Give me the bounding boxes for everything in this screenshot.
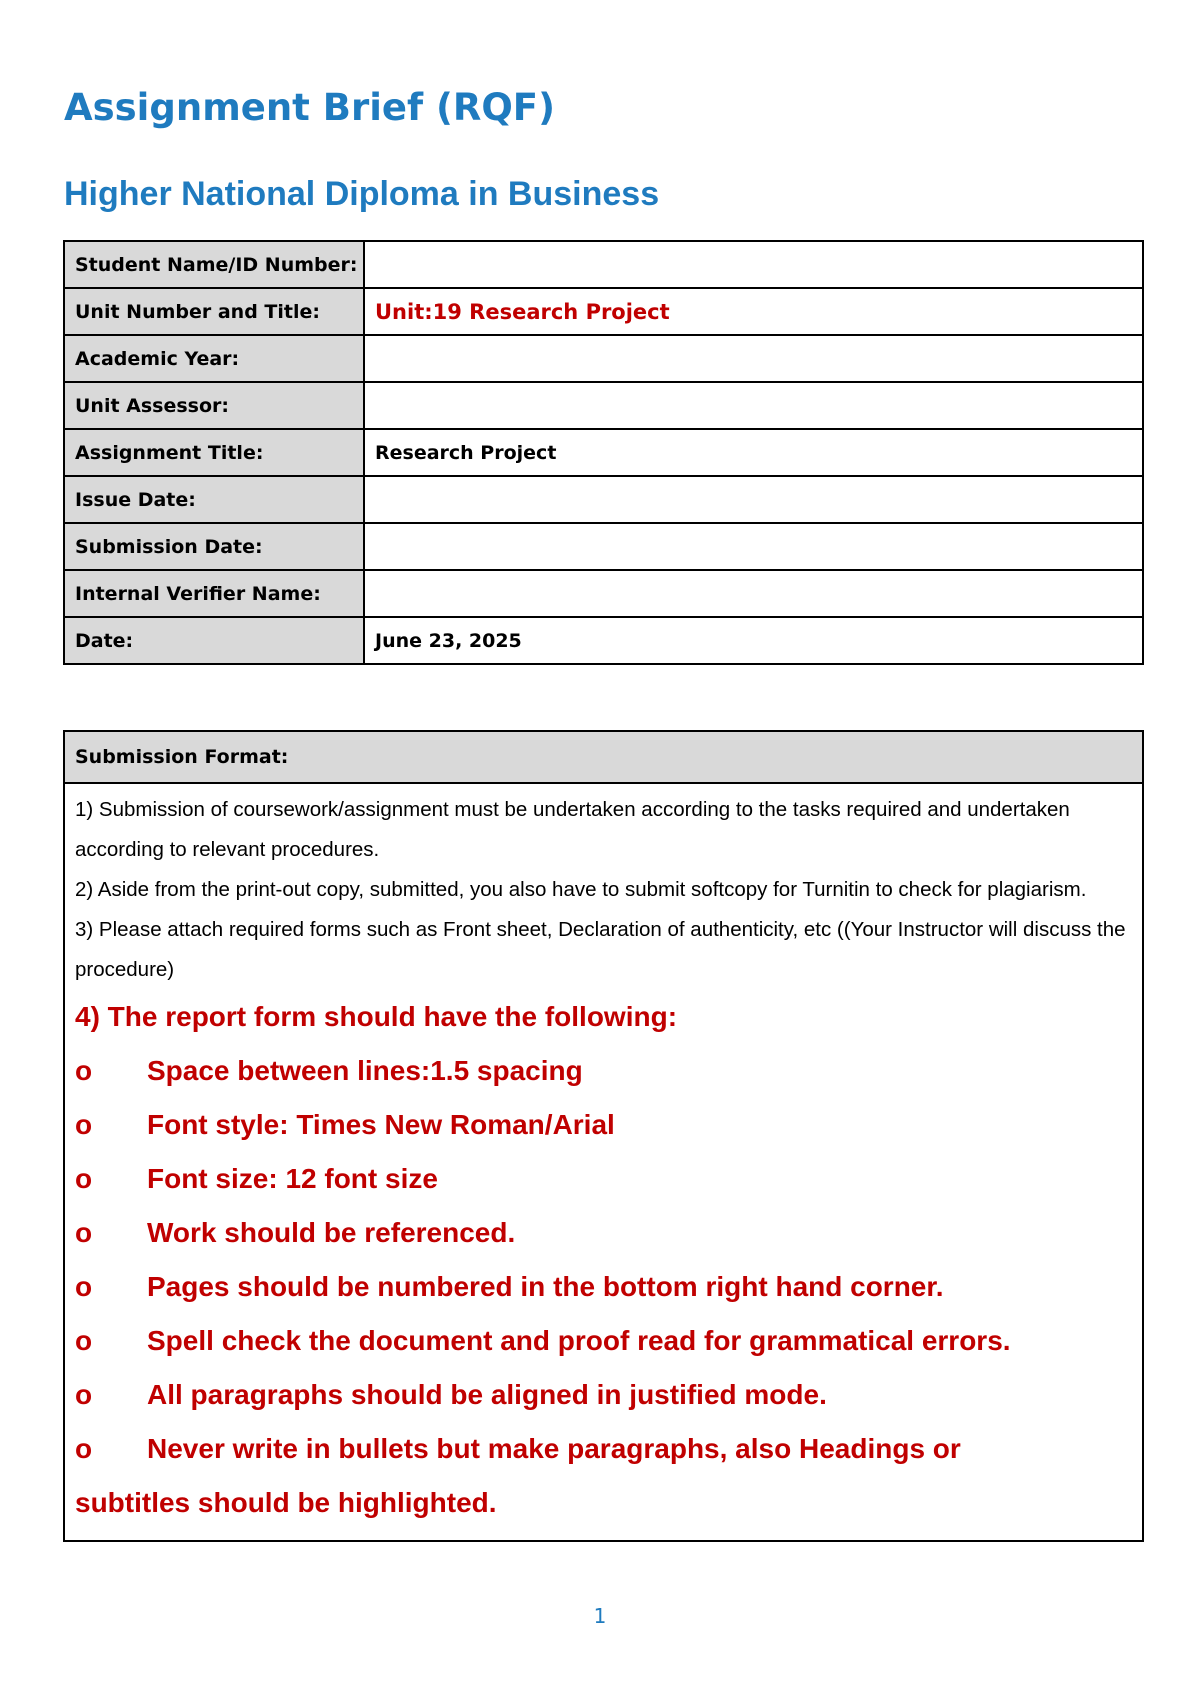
assignment-info-table	[63, 240, 1144, 665]
row-value	[364, 335, 1143, 382]
list-item	[75, 1044, 1132, 1098]
row-label: Issue Date:	[64, 476, 364, 523]
list-item-text: Font size: 12 font size	[147, 1163, 438, 1194]
table-row	[64, 382, 1143, 429]
paragraph: 1) Submission of coursework/assignment must be undertaken according to the tasks required and undertaken according to relevant procedures.	[75, 798, 1070, 861]
row-label: Assignment Title:	[64, 429, 364, 476]
submission-format-body	[65, 784, 1142, 1540]
table-row	[64, 429, 1143, 476]
list-item	[75, 1152, 1132, 1206]
paragraph: 3) Please attach required forms such as Front sheet, Declaration of authenticity, etc ((Your Instructor will discuss the procedure)	[75, 918, 1126, 981]
list-item-text: Never write in bullets but make paragraphs, also Headings or	[147, 1433, 961, 1464]
list-item-continuation: subtitles should be highlighted.	[75, 1487, 497, 1518]
row-value	[364, 523, 1143, 570]
unit-title-value: Unit:19 Research Project	[364, 288, 1143, 335]
table-row	[64, 241, 1143, 288]
bullet-marker: o	[75, 1109, 93, 1140]
row-value	[364, 241, 1143, 288]
bullet-marker: o	[75, 1325, 93, 1356]
row-label: Unit Assessor:	[64, 382, 364, 429]
bullet-marker: o	[75, 1163, 93, 1194]
page-number: 1	[593, 1604, 607, 1628]
document-subtitle: Higher National Diploma in Business	[64, 175, 660, 213]
list-item	[75, 1098, 1132, 1152]
row-value	[364, 382, 1143, 429]
submission-format-box	[63, 730, 1144, 1542]
row-label: Date:	[64, 617, 364, 664]
table-row	[64, 288, 1143, 335]
row-label: Internal Verifier Name:	[64, 570, 364, 617]
date-value: June 23, 2025	[364, 617, 1143, 664]
table-row	[64, 523, 1143, 570]
paragraph: 2) Aside from the print-out copy, submitted, you also have to submit softcopy for Turnitin to check for plagiarism.	[75, 878, 1087, 901]
list-item-text: Font style: Times New Roman/Arial	[147, 1109, 615, 1140]
list-item	[75, 1368, 1132, 1422]
bullet-marker: o	[75, 1217, 93, 1248]
row-value	[364, 570, 1143, 617]
list-item-text: Work should be referenced.	[147, 1217, 516, 1248]
list-item-text: All paragraphs should be aligned in justified mode.	[147, 1379, 827, 1410]
table-row	[64, 476, 1143, 523]
list-item-text: Spell check the document and proof read for grammatical errors.	[147, 1325, 1011, 1356]
list-item-text: Pages should be numbered in the bottom right hand corner.	[147, 1271, 944, 1302]
list-item	[75, 1422, 1132, 1476]
document-title: Assignment Brief (RQF)	[64, 86, 555, 129]
row-value	[364, 476, 1143, 523]
row-label: Academic Year:	[64, 335, 364, 382]
list-item	[75, 1314, 1132, 1368]
row-label: Student Name/ID Number:	[64, 241, 364, 288]
submission-format-heading: Submission Format:	[65, 732, 1142, 784]
table-row	[64, 335, 1143, 382]
row-label: Submission Date:	[64, 523, 364, 570]
bullet-marker: o	[75, 1379, 93, 1410]
table-row	[64, 570, 1143, 617]
table-row	[64, 617, 1143, 664]
bullet-marker: o	[75, 1433, 93, 1464]
bullet-marker: o	[75, 1055, 93, 1086]
report-requirements-heading: 4) The report form should have the following:	[75, 1001, 678, 1032]
row-label: Unit Number and Title:	[64, 288, 364, 335]
bullet-marker: o	[75, 1271, 93, 1302]
list-item	[75, 1206, 1132, 1260]
list-item	[75, 1260, 1132, 1314]
assignment-title-value: Research Project	[364, 429, 1143, 476]
list-item-text: Space between lines:1.5 spacing	[147, 1055, 583, 1086]
